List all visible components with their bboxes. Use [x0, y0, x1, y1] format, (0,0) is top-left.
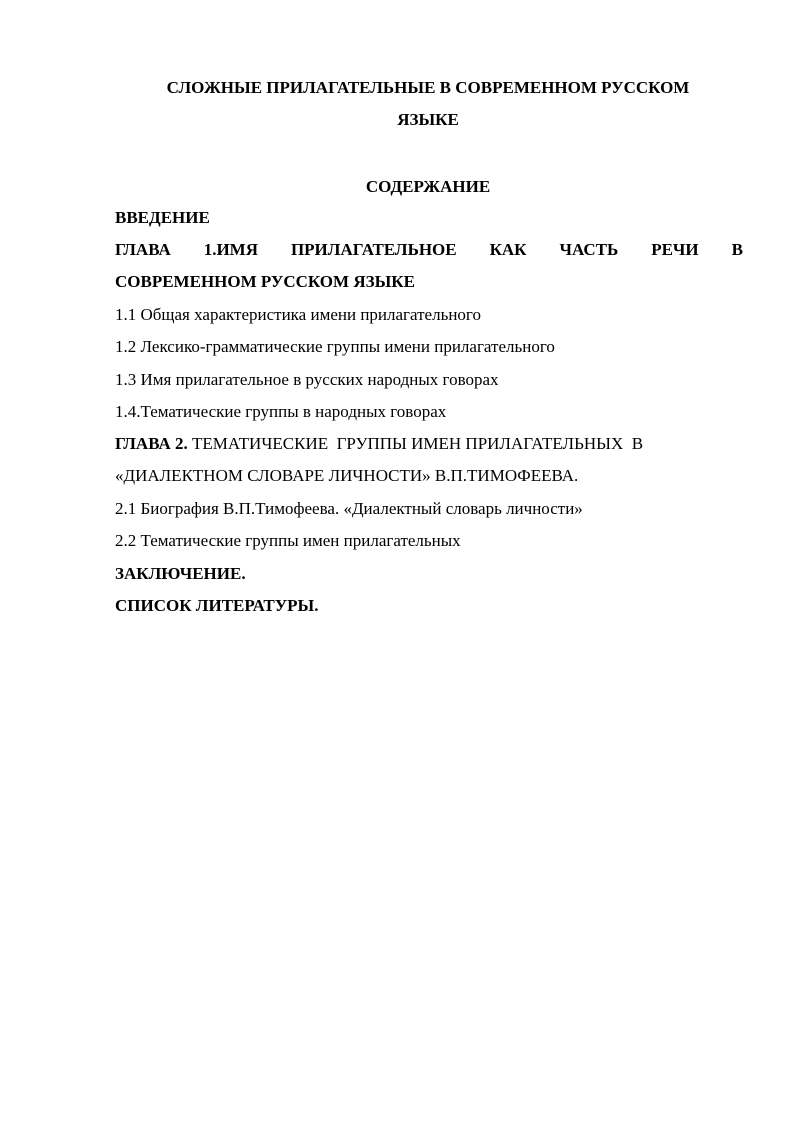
toc-chapter1-line1 [115, 239, 743, 261]
toc-chapter1-line2: СОВРЕМЕННОМ РУССКОМ ЯЗЫКЕ [115, 272, 415, 291]
toc-chapter1-word: ПРИЛАГАТЕЛЬНОЕ [290, 240, 457, 259]
toc-section-2-1: 2.1 Биография В.П.Тимофеева. «Диалектный словарь личности» [115, 499, 583, 518]
contents-heading: СОДЕРЖАНИЕ [365, 177, 491, 196]
toc-chapter1-word: 1.ИМЯ [203, 240, 258, 259]
toc-intro: ВВЕДЕНИЕ [115, 208, 210, 227]
toc-section-1-3: 1.3 Имя прилагательное в русских народных говорах [115, 370, 499, 389]
toc-section-1-4: 1.4.Тематические группы в народных говорах [115, 402, 447, 421]
toc-chapter2-title: ТЕМАТИЧЕСКИЕ ГРУППЫ ИМЕН ПРИЛАГАТЕЛЬНЫХ В [187, 434, 644, 453]
toc-references: СПИСОК ЛИТЕРАТУРЫ. [115, 596, 319, 615]
toc-chapter2-line1 [115, 433, 743, 455]
toc-conclusion: ЗАКЛЮЧЕНИЕ. [115, 564, 246, 583]
document-title-line2: ЯЗЫКЕ [397, 110, 459, 129]
toc-chapter2-line2: «ДИАЛЕКТНОМ СЛОВАРЕ ЛИЧНОСТИ» В.П.ТИМОФЕЕВА. [115, 466, 579, 485]
toc-chapter1-word: ГЛАВА [115, 240, 171, 259]
toc-chapter1-word: РЕЧИ [651, 240, 699, 259]
toc-section-2-2: 2.2 Тематические группы имен прилагательных [115, 531, 461, 550]
toc-chapter1-word: ЧАСТЬ [559, 240, 619, 259]
toc-chapter1-word: В [731, 240, 743, 259]
toc-section-1-2: 1.2 Лексико-грамматические группы имени прилагательного [115, 337, 555, 356]
toc-chapter2-label: ГЛАВА 2. [115, 434, 188, 453]
document-title-line1: СЛОЖНЫЕ ПРИЛАГАТЕЛЬНЫЕ В СОВРЕМЕННОМ РУССКОМ [166, 78, 690, 97]
toc-chapter1-word: КАК [489, 240, 527, 259]
toc-section-1-1: 1.1 Общая характеристика имени прилагательного [115, 305, 481, 324]
